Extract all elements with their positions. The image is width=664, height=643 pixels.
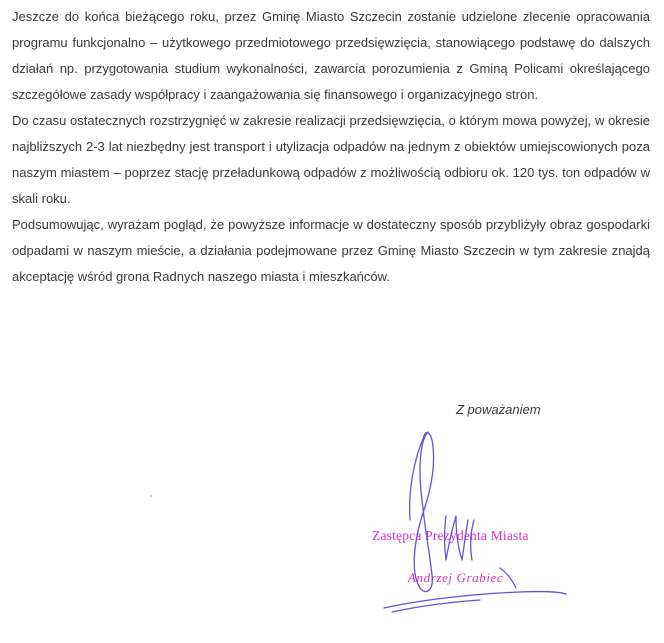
stamp-name: Andrzej Grabiec [408,570,504,585]
letter-body [12,4,650,290]
closing-salutation: Z poważaniem [456,402,541,417]
paragraph-3: Podsumowując, wyrażam pogląd, że powyższe informacje w dostateczny sposób przybliżyły obraz gospodarki odpadami w naszym mieście, a działania podejmowane przez Gminę Miasto Szczecin w tym zakresie znajdą akceptację wśród grona Radnych naszego miasta i mieszkańców. [12,217,650,284]
paragraph-2: Do czasu ostatecznych rozstrzygnięć w zakresie realizacji przedsięwzięcia, o którym mowa powyżej, w okresie najbliższych 2-3 lat niezbędny jest transport i utylizacja odpadów na jednym z obiektów umiejscowionych poza naszym miastem – poprzez stację przeładunkową odpadów z możliwością odbioru ok. 120 tys. ton odpadów w skali roku. [12,113,650,206]
speck-mark [150,495,152,497]
paragraph-1: Jeszcze do końca bieżącego roku, przez Gminę Miasto Szczecin zostanie udzielone zlecenie opracowania programu funkcjonalno – użytkowego przedmiotowego przedsięwzięcia, stanowiącego podstawę do dalszych działań np. przygotowania studium wykonalności, zawarcia porozumienia z Gminą Policami określającego szczegółowe zasady współpracy i zaangażowania się finansowego i organizacyjnego stron. [12,9,650,102]
stamp-title: Zastępca Prezydenta Miasta [372,528,529,543]
